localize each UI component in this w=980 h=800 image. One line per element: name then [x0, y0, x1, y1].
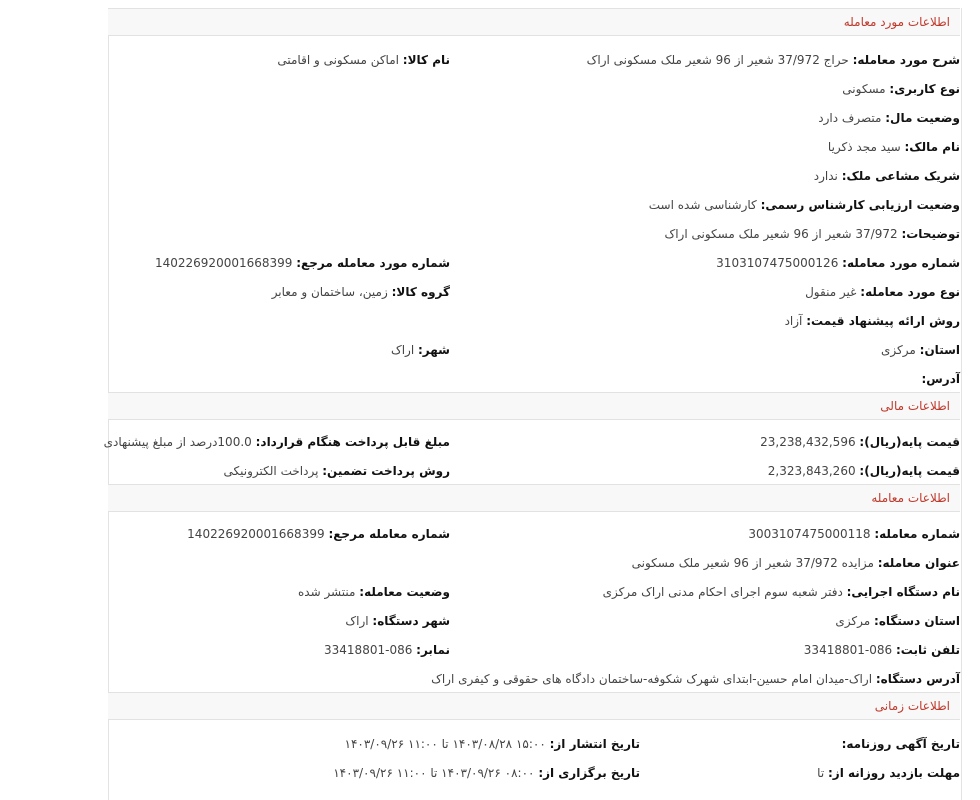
field-value: آزاد: [784, 314, 803, 328]
field-value: سید مجد ذکریا: [827, 140, 901, 154]
field-newspaper-date: [842, 734, 960, 754]
field-transaction-number: [748, 524, 960, 544]
field-guarantee: [224, 461, 450, 481]
field-fax: [324, 640, 450, 660]
field-label: نوع کاربری:: [889, 82, 960, 96]
field-label: روش ارائه پیشنهاد قیمت:: [806, 314, 960, 328]
field-base-price-2: [768, 461, 960, 481]
field-label: وضعیت مال:: [885, 111, 960, 125]
field-label: قیمت پایه(ریال):: [859, 435, 960, 449]
field-label: شهر:: [418, 343, 450, 357]
field-value: ۱۵:۰۰ ۱۴۰۳/۰۸/۲۸ تا ۱۱:۰۰ ۱۴۰۳/۰۹/۲۶: [344, 737, 546, 751]
field-label: مهلت بازدید روزانه از:: [828, 766, 960, 780]
field-value: ندارد: [813, 169, 838, 183]
field-label: شریک مشاعی ملک:: [841, 169, 960, 183]
field-notes: [664, 224, 960, 244]
field-value: 086-33418801: [324, 643, 413, 657]
field-label: عنوان معامله:: [877, 556, 960, 570]
field-deal-number: [716, 253, 960, 273]
field-value: مسکونی: [842, 82, 886, 96]
field-value: 3003107475000118: [748, 527, 871, 541]
field-value: زمین، ساختمان و معابر: [271, 285, 388, 299]
field-visit-deadline: [817, 763, 960, 783]
field-label: نام کالا:: [402, 53, 450, 67]
field-label: نوع مورد معامله:: [860, 285, 960, 299]
field-label: وضعیت معامله:: [359, 585, 450, 599]
field-value: منتشر شده: [297, 585, 356, 599]
field-value: متصرف دارد: [818, 111, 882, 125]
field-appraisal: [649, 195, 960, 215]
field-label: روش پرداخت تضمین:: [322, 464, 450, 478]
field-label: گروه کالا:: [391, 285, 450, 299]
field-label: تلفن ثابت:: [895, 643, 960, 657]
field-label: تاریخ انتشار از:: [549, 737, 640, 751]
field-label: تاریخ برگزاری از:: [538, 766, 640, 780]
field-price-method: [785, 311, 960, 331]
field-property-status: [818, 108, 960, 128]
field-deal-type: [805, 282, 960, 302]
field-label: شماره مورد معامله مرجع:: [296, 256, 450, 270]
field-label: مبلغ قابل پرداخت هنگام قرارداد:: [255, 435, 450, 449]
field-value: مزایده 37/972 شعیر از 96 شعیر ملک مسکونی: [631, 556, 874, 570]
field-value: 100.0درصد از مبلغ پیشنهادی: [103, 435, 252, 449]
field-value: 23,238,432,596: [760, 435, 856, 449]
field-value: 2,323,843,260: [767, 464, 856, 478]
field-agency-province: [835, 611, 960, 631]
field-label: آدرس:: [921, 372, 960, 386]
field-label: آدرس دستگاه:: [875, 672, 960, 686]
field-agency-city: [345, 611, 450, 631]
field-label: توضیحات:: [901, 227, 960, 241]
field-label: شرح مورد معامله:: [852, 53, 960, 67]
field-label: استان دستگاه:: [874, 614, 960, 628]
section-header-timing: اطلاعات زمانی: [108, 692, 960, 720]
field-address: [921, 369, 960, 389]
field-value: اراک: [390, 343, 415, 357]
field-description: [587, 50, 960, 70]
field-label: قیمت پایه(ریال):: [859, 464, 960, 478]
field-transaction-title: [632, 553, 960, 573]
field-label: نام دستگاه اجرایی:: [846, 585, 960, 599]
field-city: [391, 340, 450, 360]
field-province: [881, 340, 960, 360]
section-header-deal-info: اطلاعات مورد معامله: [108, 8, 960, 36]
field-value: 140226920001668399: [154, 256, 293, 270]
field-value: مرکزی: [881, 343, 916, 357]
field-transaction-ref: [187, 524, 450, 544]
section-header-transaction: اطلاعات معامله: [108, 484, 960, 512]
field-owner: [828, 137, 960, 157]
field-publish-date: [345, 734, 640, 754]
field-value: حراج 37/972 شعیر از 96 شعیر ملک مسکونی اراک: [586, 53, 849, 67]
field-agency-address: [431, 669, 960, 689]
field-value: 086-33418801: [803, 643, 893, 657]
field-label: شماره معامله:: [874, 527, 960, 541]
field-value: 3103107475000126: [716, 256, 839, 270]
field-label: وضعیت ارزیابی کارشناس رسمی:: [760, 198, 960, 212]
field-label: تاریخ آگهی روزنامه:: [841, 737, 960, 751]
field-goods-group: [272, 282, 450, 302]
field-label: استان:: [919, 343, 960, 357]
field-value: مرکزی: [835, 614, 871, 628]
field-value: پرداخت الکترونیکی: [223, 464, 319, 478]
field-usage: [842, 79, 960, 99]
field-value: کارشناسی شده است: [648, 198, 757, 212]
field-value: 140226920001668399: [187, 527, 325, 541]
field-goods-name: [277, 50, 450, 70]
field-label: نام مالک:: [904, 140, 960, 154]
field-value: غیر منقول: [805, 285, 857, 299]
field-label: شماره مورد معامله:: [842, 256, 960, 270]
field-value: دفتر شعبه سوم اجرای احکام مدنی اراک مرکزی: [602, 585, 843, 599]
field-label: شهر دستگاه:: [372, 614, 450, 628]
field-value: اماکن مسکونی و اقامتی: [277, 53, 399, 67]
field-label: شماره معامله مرجع:: [328, 527, 450, 541]
field-agency: [603, 582, 960, 602]
field-transaction-status: [298, 582, 450, 602]
field-partner: [814, 166, 960, 186]
field-base-price: [760, 432, 960, 452]
field-phone: [804, 640, 960, 660]
field-payable: [104, 432, 450, 452]
field-ref-number: [155, 253, 450, 273]
section-header-financial: اطلاعات مالی: [108, 392, 960, 420]
field-value: ۰۸:۰۰ ۱۴۰۳/۰۹/۲۶ تا ۱۱:۰۰ ۱۴۰۳/۰۹/۲۶: [333, 766, 535, 780]
field-value: اراک-میدان امام حسین-ابتدای شهرک شکوفه-ساختمان دادگاه های حقوقی و کیفری اراک: [431, 672, 873, 686]
field-value: 37/972 شعیر از 96 شعیر ملک مسکونی اراک: [664, 227, 898, 241]
field-value: تا: [817, 766, 825, 780]
field-label: نمابر:: [416, 643, 450, 657]
field-value: اراک: [345, 614, 369, 628]
field-hold-date: [333, 763, 640, 783]
